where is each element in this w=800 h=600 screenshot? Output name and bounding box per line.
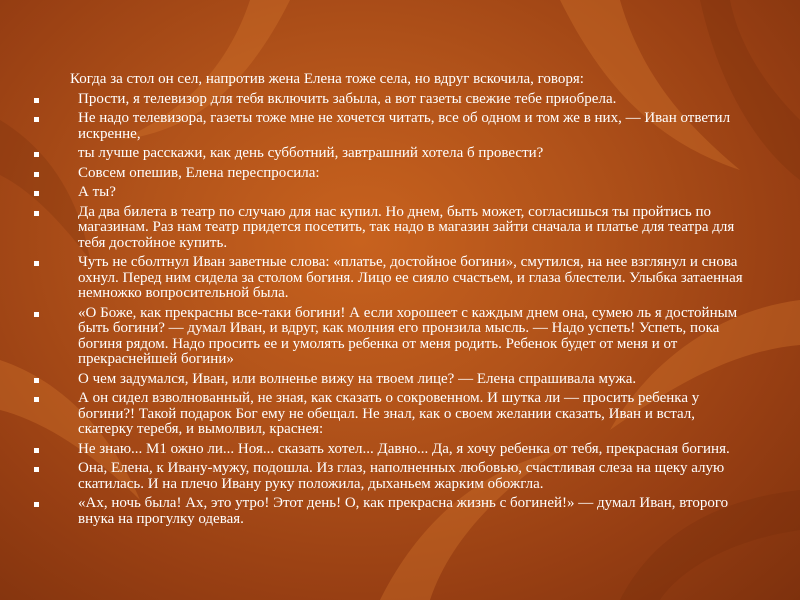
list-item — [34, 461, 754, 492]
paragraph-text: ты лучше расскажи, как день субботний, завтрашний хотела б провести? — [78, 145, 544, 161]
paragraph-text: О чем задумался, Иван, или волненье вижу на твоем лице? — Елена спрашивала мужа. — [78, 370, 637, 387]
list-item — [34, 255, 754, 302]
bullet-icon — [34, 397, 39, 402]
bullet-icon — [34, 378, 39, 383]
bullet-icon — [34, 312, 39, 317]
bullet-icon — [34, 117, 39, 122]
bullet-icon — [34, 191, 39, 196]
list-item — [34, 205, 754, 252]
bullet-icon — [34, 98, 39, 103]
list-item — [34, 92, 754, 108]
list-item — [34, 185, 754, 201]
bullet-icon — [34, 172, 39, 177]
paragraph-text: А он сидел взволнованный, не зная, как сказать о сокровенном. И шутка ли — просить ребенка у богини?! Такой подарок Бог ему не обещал. Не знал, как о своем желании сказать, Иван и встал, скатерку теребя, и вымолвил, краснея: — [78, 390, 700, 437]
paragraph-text: Совсем опешив, Елена переспросила: — [78, 164, 320, 181]
list-item — [34, 306, 754, 368]
paragraph-list — [34, 92, 754, 528]
bullet-icon — [34, 211, 39, 216]
list-item — [34, 372, 754, 388]
paragraph-text: Она, Елена, к Ивану-мужу, подошла. Из глаз, наполненных любовью, счастливая слеза на щеку алую скатилась. И на плечо Ивану руку положила, дыханьем жарким обожгла. — [78, 460, 725, 492]
paragraph-text: А ты? — [78, 184, 116, 200]
bullet-icon — [34, 261, 39, 266]
slide-text-block — [34, 72, 754, 531]
paragraph-text: Чуть не сболтнул Иван заветные слова: «платье, достойное богини», смутился, на нее взглянул и снова охнул. Перед ним сидела за столом богиня. Лицо ее сияло счастьем, и глаза блестели. Улыбка затаенная немножко вопросительной была. — [78, 254, 743, 301]
bullet-icon — [34, 448, 39, 453]
list-item — [34, 111, 754, 142]
bullet-icon — [34, 152, 39, 157]
paragraph-text: Да два билета в театр по случаю для нас купил. Но днем, быть может, согласишься ты пройтись по магазинам. Раз нам театр придется посетить, так надо в магазин зайти сначала и платье для театра для тебя достойное купить. — [78, 203, 735, 251]
bullet-icon — [34, 467, 39, 472]
paragraph-text: Не надо телевизора, газеты тоже мне не хочется читать, все об одном и том же в них, — Иван ответил искренне, — [78, 110, 731, 142]
paragraph-text: Не знаю... М1 ожно ли... Ноя... сказать хотел... Давно... Да, я хочу ребенка от тебя, прекрасная богиня. — [78, 440, 730, 457]
list-item — [34, 442, 754, 458]
list-item — [34, 166, 754, 182]
list-item — [34, 496, 754, 527]
list-item — [34, 146, 754, 162]
paragraph-text: «Ах, ночь была! Ах, это утро! Этот день! О, как прекрасна жизнь с богиней!» — думал Иван, второго внука на прогулку одевая. — [78, 495, 729, 527]
bullet-icon — [34, 502, 39, 507]
intro-line: Когда за стол он сел, напротив жена Елена тоже села, но вдруг вскочила, говоря: — [70, 71, 584, 87]
paragraph-text: «О Боже, как прекрасны все-таки богини! А если хорошеет с каждым днем она, сумею ль я достойным быть богини? — думал Иван, и вдруг, как молния его пронзила мысль. — Надо успеть! Успеть, пока богиня рядом. Надо просить ее и умолять ребенка от меня родить. Ребенок будет от меня и от прекраснейшей богини» — [78, 304, 738, 367]
paragraph-text: Прости, я телевизор для тебя включить забыла, а вот газеты свежие тебе приобрела. — [78, 90, 617, 107]
list-item — [34, 391, 754, 438]
